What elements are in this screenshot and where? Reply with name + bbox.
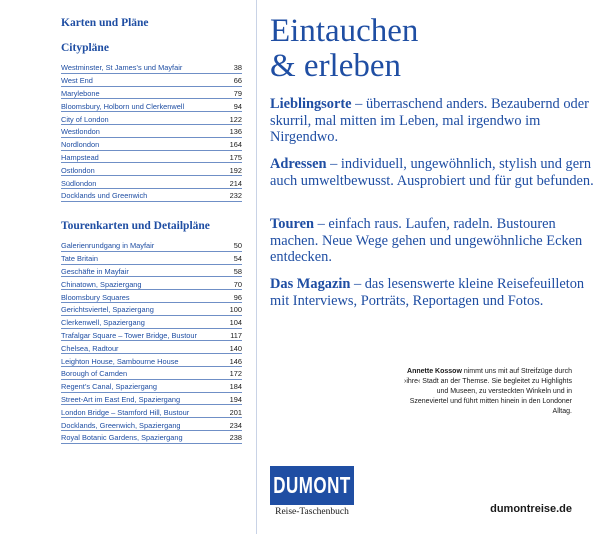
toc-entry-page: 164: [229, 140, 242, 150]
toc-entry-page: 232: [229, 191, 242, 201]
paragraph-magazin: [270, 276, 594, 309]
toc-entry: [61, 303, 242, 316]
toc-entry-page: 104: [229, 318, 242, 328]
toc-entry-page: 66: [233, 76, 242, 86]
toc-entry: [61, 290, 242, 303]
toc-entry: [61, 380, 242, 393]
toc-entry-name: Docklands und Greenwich: [61, 192, 148, 201]
toc-entry-name: West End: [61, 77, 93, 86]
toc-entry: [61, 176, 242, 189]
toc-entry: [61, 61, 242, 74]
tour-maps-list: [61, 239, 242, 444]
toc-entry-name: Westminster, St James’s und Mayfair: [61, 64, 183, 73]
toc-entry-name: Docklands, Greenwich, Spaziergang: [61, 421, 181, 430]
toc-entry-page: 175: [229, 152, 242, 162]
toc-entry-page: 184: [229, 382, 242, 392]
toc-entry-name: Clerkenwell, Spaziergang: [61, 319, 145, 328]
toc-entry-page: 79: [233, 88, 242, 98]
toc-entry-name: Borough of Camden: [61, 370, 128, 379]
headline-line-2: & erleben: [270, 48, 402, 84]
toc-entry: [61, 341, 242, 354]
toc-entry: [61, 393, 242, 406]
toc-entry: [61, 99, 242, 112]
toc-entry: [61, 405, 242, 418]
toc-entry: [61, 431, 242, 444]
paragraph-lead: Touren: [270, 216, 314, 232]
toc-entry-name: Tate Britain: [61, 255, 98, 264]
paragraph-text: – einfach raus. Laufen, radeln. Bustouren machen. Neue Wege gehen und ungewöhnliche Ecken entdecken.: [270, 216, 583, 266]
toc-entry: [61, 252, 242, 265]
toc-entry-page: 96: [233, 292, 242, 302]
toc-entry: [61, 189, 242, 202]
toc-entry-page: 192: [229, 165, 242, 175]
toc-entry-name: Ostlondon: [61, 166, 95, 175]
toc-entry: [61, 87, 242, 100]
dumont-logo: [270, 466, 354, 505]
toc-entry: [61, 151, 242, 164]
toc-entry-name: Regent’s Canal, Spaziergang: [61, 383, 158, 392]
logo-subtitle: Reise-Taschenbuch: [275, 507, 349, 517]
toc-entry-name: Marylebone: [61, 89, 100, 98]
toc-entry-page: 50: [233, 241, 242, 251]
toc-entry-name: Galerienrundgang in Mayfair: [61, 242, 155, 251]
author-name: Annette Kossow: [407, 368, 462, 375]
toc-entry-name: Hampstead: [61, 153, 99, 162]
paragraph-text: – überraschend anders. Bezaubernd oder skurril, mal mitten im Leben, mal irgendwo im Nirgendwo.: [270, 96, 589, 146]
headline: [270, 14, 418, 84]
paragraph-lieblingsorte: [270, 96, 594, 146]
toc-entry: [61, 277, 242, 290]
toc-entry: [61, 367, 242, 380]
toc-entry: [61, 163, 242, 176]
toc-entry-name: Chinatown, Spaziergang: [61, 280, 142, 289]
toc-entry-name: City of London: [61, 115, 109, 124]
paragraph-lead: Adressen: [270, 156, 327, 172]
toc-entry-page: 70: [233, 279, 242, 289]
toc-entry-name: Royal Botanic Gardens, Spaziergang: [61, 434, 183, 443]
toc-entry-name: Südlondon: [61, 179, 97, 188]
toc-entry-page: 136: [229, 127, 242, 137]
toc-entry-page: 117: [230, 330, 242, 340]
toc-entry-page: 54: [233, 254, 242, 264]
toc-entry-name: Gerichtsviertel, Spaziergang: [61, 306, 154, 315]
toc-entry-page: 214: [229, 178, 242, 188]
paragraph-lead: Lieblingsorte: [270, 96, 352, 112]
toc-entry-page: 122: [229, 114, 242, 124]
toc-entry-page: 238: [229, 433, 242, 443]
website-url: dumontreise.de: [490, 503, 572, 515]
toc-entry-name: Bloomsbury, Holborn und Clerkenwell: [61, 102, 185, 111]
toc-entry-name: Geschäfte in Mayfair: [61, 267, 129, 276]
toc-entry: [61, 329, 242, 342]
toc-entry-name: Chelsea, Radtour: [61, 344, 119, 353]
toc-entry-page: 94: [233, 101, 242, 111]
toc-entry-page: 201: [229, 407, 242, 417]
toc-entry-page: 172: [229, 369, 242, 379]
headline-line-1: Eintauchen: [270, 13, 419, 49]
city-maps-list: [61, 61, 242, 202]
toc-entry: [61, 354, 242, 367]
toc-entry: [61, 138, 242, 151]
toc-entry-page: 38: [233, 63, 242, 73]
toc-entry-name: Trafalgar Square – Tower Bridge, Bustour: [61, 331, 197, 340]
toc-entry-name: Nordlondon: [61, 141, 100, 150]
toc-entry-name: Bloomsbury Squares: [61, 293, 130, 302]
paragraph-text: – individuell, ungewöhnlich, stylish und gern auch umweltbewusst. Ausprobiert und für gut befunden.: [270, 156, 594, 189]
toc-entry-name: Street-Art im East End, Spaziergang: [61, 395, 181, 404]
left-panel: [0, 0, 257, 534]
toc-entry: [61, 125, 242, 138]
maps-title: Karten und Pläne: [61, 17, 149, 29]
toc-entry-name: London Bridge – Stamford Hill, Bustour: [61, 408, 190, 417]
toc-entry-page: 194: [229, 394, 242, 404]
toc-entry-name: Leighton House, Sambourne House: [61, 357, 179, 366]
author-text: nimmt uns mit auf Streifzüge durch ›ihre‹ Stadt an der Themse. Sie begleitet zu Highlights und Museen, zu versteckten Winkeln und in Szeneviertel und führt mitten hinein in den Londoner Alltag.: [404, 368, 572, 415]
paragraph-touren: [270, 216, 594, 266]
toc-entry: [61, 112, 242, 125]
toc-entry: [61, 74, 242, 87]
tour-maps-heading: Tourenkarten und Detailpläne: [61, 220, 210, 232]
toc-entry: [61, 418, 242, 431]
author-bio: [400, 367, 572, 417]
paragraph-adressen: [270, 156, 594, 189]
toc-entry-page: 58: [233, 266, 242, 276]
paragraph-lead: Das Magazin: [270, 276, 351, 292]
paragraph-text: – das lesenswerte kleine Reisefeuilleton mit Interviews, Porträts, Reportagen und Fotos.: [270, 276, 585, 309]
toc-entry-page: 100: [229, 305, 242, 315]
toc-entry-page: 146: [229, 356, 242, 366]
toc-entry: [61, 316, 242, 329]
toc-entry-page: 140: [229, 343, 242, 353]
toc-entry-page: 234: [229, 420, 242, 430]
toc-entry-name: Westlondon: [61, 128, 100, 137]
city-maps-heading: Citypläne: [61, 42, 109, 54]
logo-text: DUMONT: [273, 472, 351, 498]
toc-entry: [61, 239, 242, 252]
toc-entry: [61, 265, 242, 278]
